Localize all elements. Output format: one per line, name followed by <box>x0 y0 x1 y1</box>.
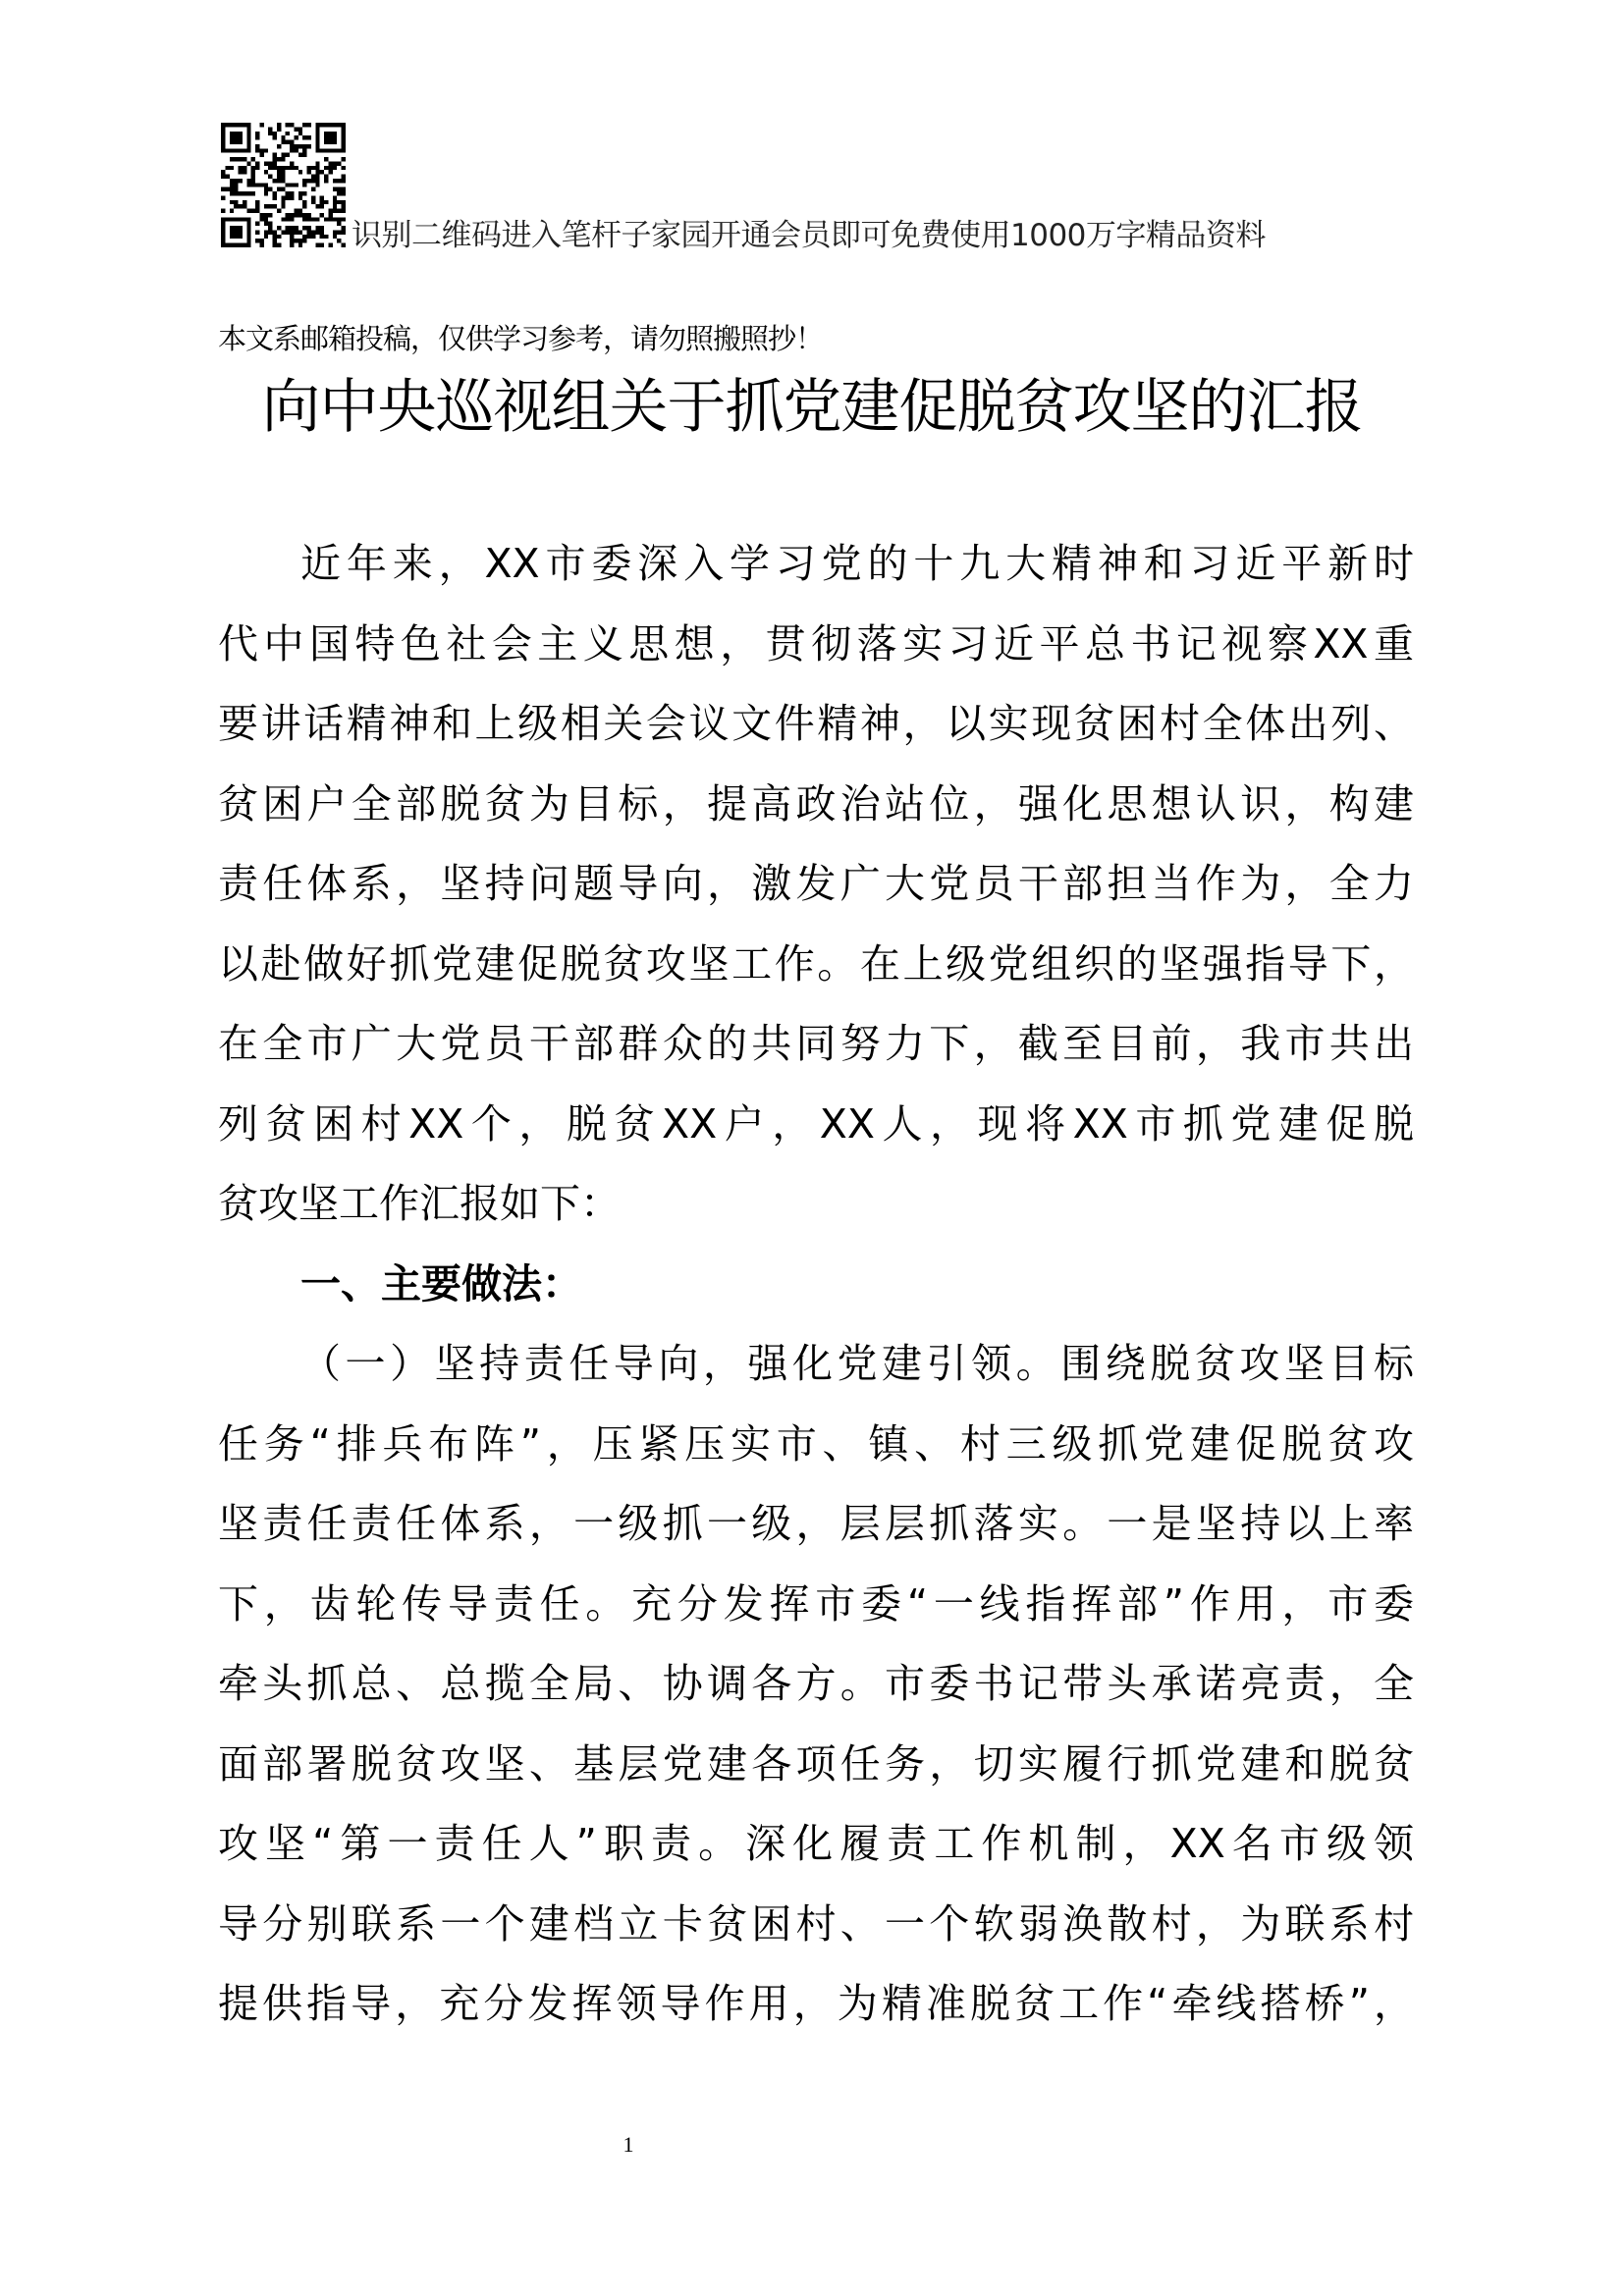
body-line: 责任体系，坚持问题导向，激发广大党员干部担当作为，全力 <box>218 860 1414 907</box>
body-line: 导分别联系一个建档立卡贫困村、一个软弱涣散村，为联系村 <box>218 1899 1414 1948</box>
body-line: 近年来，XX市委深入学习党的十九大精神和习近平新时 <box>300 540 1414 587</box>
body-line: 以赴做好抓党建促脱贫攻坚工作。在上级党组织的坚强指导下， <box>218 939 1414 988</box>
body-line: 攻坚“第一责任人”职责。深化履责工作机制，XX名市级领 <box>218 1820 1414 1867</box>
body-line: 贫攻坚工作汇报如下： <box>218 1180 621 1227</box>
body-line: 贫困户全部脱贫为目标，提高政治站位，强化思想认识，构建 <box>218 779 1414 828</box>
body-line: （一）坚持责任导向，强化党建引领。围绕脱贫攻坚目标 <box>300 1340 1414 1387</box>
disclaimer-text: 本文系邮箱投稿，仅供学习参考，请勿照搬照抄！ <box>218 322 824 355</box>
body-line: 要讲话精神和上级相关会议文件精神，以实现贫困村全体出列、 <box>218 700 1414 747</box>
document-title: 向中央巡视组关于抓党建促脱贫攻坚的汇报 <box>261 373 1363 442</box>
qr-notice-text: 识别二维码进入笔杆子家园开通会员即可免费使用1000万字精品资料 <box>352 218 1266 253</box>
body-line: 面部署脱贫攻坚、基层党建各项任务，切实履行抓党建和脱贫 <box>218 1739 1414 1788</box>
body-line: 列贫困村XX个，脱贫XX户，XX人，现将XX市抓党建促脱 <box>218 1099 1414 1148</box>
body-line: 牵头抓总、总揽全局、协调各方。市委书记带头承诺亮责，全 <box>218 1660 1414 1707</box>
qr-code-image <box>221 123 346 247</box>
body-line: 下，齿轮传导责任。充分发挥市委“一线指挥部”作用，市委 <box>218 1579 1414 1628</box>
section-heading: 一、主要做法： <box>300 1259 582 1308</box>
page-number: 1 <box>623 2132 634 2157</box>
body-line: 坚责任责任体系，一级抓一级，层层抓落实。一是坚持以上率 <box>218 1500 1414 1547</box>
body-line: 在全市广大党员干部群众的共同努力下，截至目前，我市共出 <box>218 1020 1414 1067</box>
document-body <box>218 524 1414 2045</box>
body-line: 任务“排兵布阵”，压紧压实市、镇、村三级抓党建促脱贫攻 <box>218 1419 1414 1468</box>
body-line: 提供指导，充分发挥领导作用，为精准脱贫工作“牵线搭桥”， <box>218 1980 1414 2027</box>
body-line: 代中国特色社会主义思想，贯彻落实习近平总书记视察XX重 <box>218 619 1414 667</box>
